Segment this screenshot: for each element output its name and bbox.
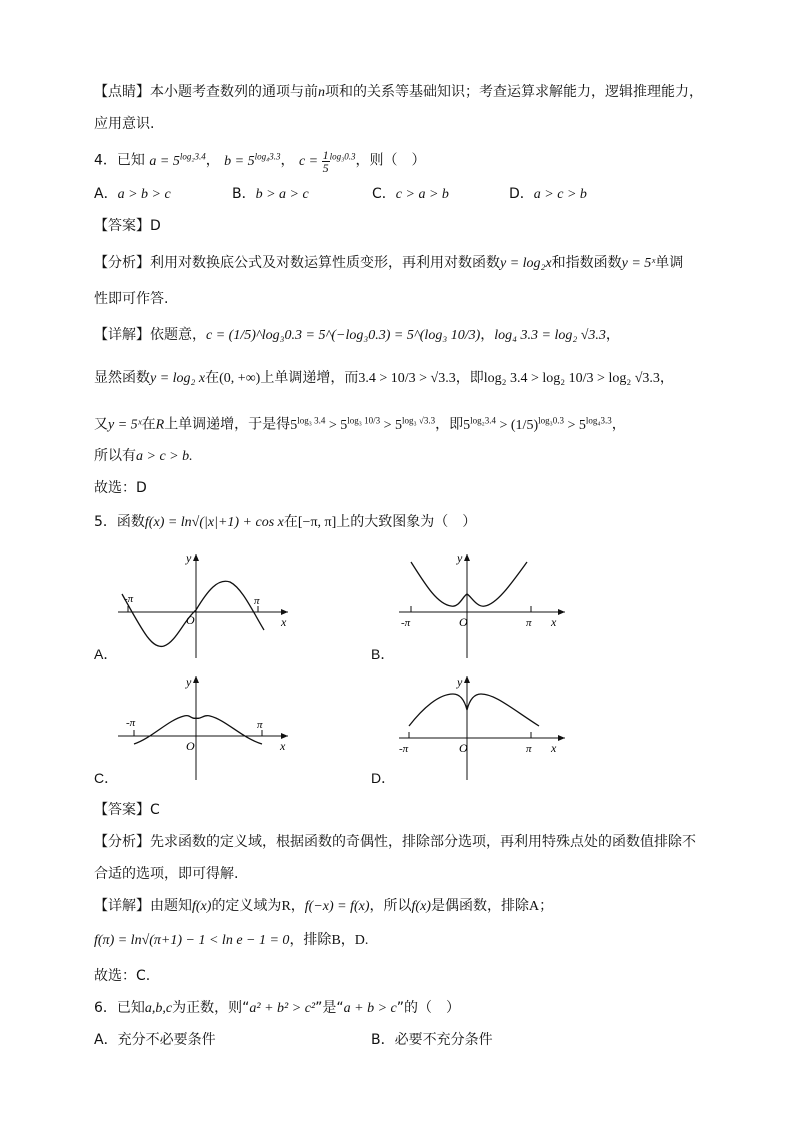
q5-detail-line1: 【详解】由题知f(x)的定义域为R，f(−x) = f(x)，所以f(x)是偶函数，排除A； xyxy=(94,898,554,914)
q4-stem: 4．已知 $a = 5^{log_23.4}$， $b = 5^{log_43.3}$， c = $\frac{1}{5}$ $^{log_30.3}$，则（ ） xyxy=(94,147,426,175)
svg-text:x: x xyxy=(280,739,286,753)
graph-d-label: D． xyxy=(371,770,396,786)
graph-c-label: C． xyxy=(94,770,119,786)
q6-stem: 6．已知a,b,c为正数，则“a² + b² > c²”是“a + b > c”的（ ） xyxy=(94,1000,460,1016)
graph-b-label: B． xyxy=(371,646,395,662)
svg-text:-π: -π xyxy=(126,717,136,729)
q5-analysis-line1: 【分析】先求函数的定义域，根据函数的奇偶性，排除部分选项，再利用特殊点处的函数值排除不 xyxy=(94,834,696,850)
q4-answer: 【答案】D xyxy=(94,218,161,234)
svg-text:-π: -π xyxy=(124,593,134,605)
svg-text:O: O xyxy=(186,613,195,627)
svg-text:y: y xyxy=(186,675,192,689)
q4-detail-line2: 显然函数y = log₂ x在(0, +∞)上单调递增，而3.4 > 10/3 > √3.3，即log₂ 3.4 > log₂ 10/3 > log₂ √3.3， xyxy=(94,370,674,386)
q4-option-a[interactable]: A．a > b > c xyxy=(94,186,171,202)
svg-text:O: O xyxy=(459,615,468,629)
q4-option-d[interactable]: D．a > c > b xyxy=(509,186,587,202)
svg-text:x: x xyxy=(281,615,287,629)
q5-stem: 5．函数f(x) = ln√(|x|+1) + cos x在[−π, π]上的大致图象为（ ） xyxy=(94,514,477,530)
graph-a-label: A． xyxy=(94,646,118,662)
svg-text:-π: -π xyxy=(401,617,411,629)
svg-text:x: x xyxy=(551,615,557,629)
q4-analysis-line2: 性即可作答. xyxy=(94,291,169,307)
q6-option-a[interactable]: A．充分不必要条件 xyxy=(94,1032,216,1048)
q6-option-b[interactable]: B．必要不充分条件 xyxy=(371,1032,493,1048)
q4-analysis-line1: 【分析】利用对数换底公式及对数运算性质变形，再利用对数函数y = log₂x和指数函数y = 5ˣ单调 xyxy=(94,255,684,271)
svg-text:O: O xyxy=(186,739,195,753)
svg-text:-π: -π xyxy=(399,743,409,755)
svg-text:y: y xyxy=(457,551,463,565)
graph-a[interactable] xyxy=(112,550,292,660)
q5-detail-line2: f(π) = ln√(π+1) − 1 < ln e − 1 = 0，排除B，D. xyxy=(94,932,369,948)
q4-detail-line3: 又y = 5ˣ在R上单调递增，于是得$5^{log_3 3.4} > 5^{log_3 10/3} > 5^{log_3 √3.3}$，即$5^{log_23.4} > (1/5)^{log_30.3} > 5^{log_43.3}$， xyxy=(94,415,626,433)
q4-b: $b = 5^{log_43.3}$ xyxy=(224,151,281,169)
svg-text:π: π xyxy=(257,719,263,731)
svg-text:y: y xyxy=(186,551,192,565)
note-tag: 【点睛】 xyxy=(94,84,150,100)
q4-option-b[interactable]: B．b > a > c xyxy=(232,186,309,202)
q4-choose: 故选：D xyxy=(94,480,147,496)
q3-note-line2: 应用意识. xyxy=(94,116,155,132)
q5-analysis-line2: 合适的选项，即可得解. xyxy=(94,866,239,882)
q4-detail-line1: 【详解】依题意，c = (1/5)^log₃0.3 = 5^(−log₃0.3) = 5^(log₃ 10/3)，log₄ 3.3 = log₂ √3.3， xyxy=(94,327,620,343)
svg-text:π: π xyxy=(526,617,532,629)
graph-c[interactable] xyxy=(112,672,292,782)
svg-text:O: O xyxy=(459,741,468,755)
svg-text:π: π xyxy=(526,743,532,755)
graph-b[interactable] xyxy=(393,550,573,660)
svg-text:y: y xyxy=(457,675,463,689)
q3-note-line1: 【点睛】本小题考查数列的通项与前n项和的关系等基础知识；考查运算求解能力，逻辑推理能力， xyxy=(94,84,703,100)
q4-detail-line4: 所以有a > c > b. xyxy=(94,448,193,464)
q5-answer: 【答案】C xyxy=(94,802,160,818)
q4-option-c[interactable]: C．c > a > b xyxy=(372,186,449,202)
q4-c: c = $\frac{1}{5}$ $^{log_30.3}$ xyxy=(298,147,356,175)
q5-choose: 故选：C. xyxy=(94,968,151,984)
svg-text:x: x xyxy=(551,741,557,755)
svg-text:π: π xyxy=(254,595,260,607)
graph-d[interactable] xyxy=(393,672,573,782)
q4-a: $a = 5^{log_23.4}$ xyxy=(149,151,206,169)
